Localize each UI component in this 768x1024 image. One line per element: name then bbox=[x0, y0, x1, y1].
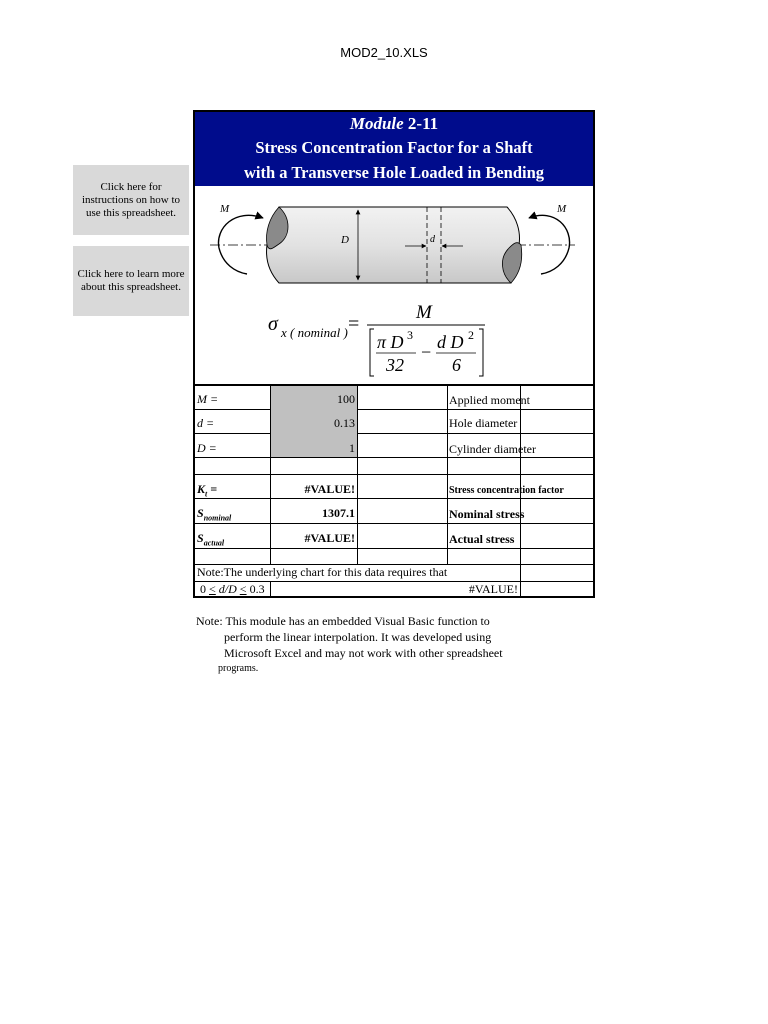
grid-line bbox=[195, 523, 593, 524]
grid-line bbox=[447, 386, 448, 564]
formula-exp3: 3 bbox=[407, 328, 413, 342]
s-actual-description: Actual stress bbox=[449, 532, 515, 546]
file-title: MOD2_10.XLS bbox=[340, 45, 428, 60]
hole-diameter-label: d = bbox=[197, 416, 215, 430]
module-sheet bbox=[193, 110, 595, 598]
formula-den32: 32 bbox=[386, 355, 404, 375]
module-number: 2-11 bbox=[403, 114, 439, 133]
formula-minus: − bbox=[421, 342, 432, 362]
vba-note bbox=[196, 613, 503, 677]
moment-label-right: M bbox=[557, 203, 567, 215]
formula-d-d: d D bbox=[437, 332, 464, 352]
cylinder-diameter-label: D = bbox=[197, 441, 217, 455]
module-subtitle-2: with a Transverse Hole Loaded in Bending bbox=[243, 163, 545, 182]
formula-equals: = bbox=[348, 313, 360, 335]
module-title bbox=[195, 114, 593, 134]
s-nominal-description: Nominal stress bbox=[449, 507, 525, 521]
module-header bbox=[195, 112, 593, 186]
learn-more-button[interactable]: Click here to learn more about this spreadsheet. bbox=[73, 246, 189, 316]
module-word: Module bbox=[349, 114, 404, 133]
moment-input[interactable]: 100 bbox=[337, 392, 355, 406]
hole-diameter-description: Hole diameter bbox=[449, 416, 518, 430]
formula-den6: 6 bbox=[452, 355, 461, 375]
formula-subscript: x ( nominal ) bbox=[281, 325, 348, 340]
grid-line bbox=[357, 386, 358, 564]
vba-note-line-3: Microsoft Excel and may not work with other spreadsheet bbox=[224, 646, 503, 660]
s-nominal-label: $S_{nominal}$ bbox=[197, 506, 232, 523]
s-actual-value: #VALUE! bbox=[304, 531, 355, 545]
shaft-body bbox=[267, 207, 520, 283]
formula-sigma: σ bbox=[268, 313, 278, 335]
cylinder-diameter-description: Cylinder diameter bbox=[449, 442, 536, 456]
module-subtitle-1: Stress Concentration Factor for a Shaft bbox=[255, 138, 533, 157]
grid-line bbox=[195, 474, 593, 475]
nominal-stress-formula bbox=[268, 302, 485, 376]
s-nominal-value: 1307.1 bbox=[322, 506, 355, 520]
vba-note-line-2: perform the linear interpolation. It was developed using bbox=[224, 630, 492, 644]
moment-label: M = bbox=[197, 392, 219, 406]
instructions-button[interactable]: Click here for instructions on how to use this spreadsheet. bbox=[73, 165, 189, 235]
shaft-diagram bbox=[195, 188, 593, 384]
grid-line bbox=[195, 457, 593, 458]
grid-line bbox=[195, 433, 593, 434]
vba-note-line-4: programs. bbox=[218, 663, 259, 674]
D-label: D bbox=[341, 234, 349, 246]
moment-label-left: M bbox=[220, 203, 230, 215]
kt-value: #VALUE! bbox=[304, 482, 355, 496]
kt-description: Stress concentration factor bbox=[449, 485, 564, 496]
formula-bracket-left bbox=[370, 329, 374, 376]
d-label: d bbox=[430, 234, 435, 245]
formula-numerator: M bbox=[416, 302, 432, 323]
table-top-border bbox=[195, 384, 593, 386]
grid-line bbox=[195, 498, 593, 499]
formula-exp2: 2 bbox=[468, 328, 474, 342]
hole-diameter-input[interactable]: 0.13 bbox=[334, 416, 355, 430]
s-actual-label: $S_{actual}$ bbox=[197, 531, 225, 548]
range-check-value: #VALUE! bbox=[468, 582, 518, 596]
grid-line bbox=[195, 548, 593, 549]
vba-note-line-1: Note: This module has an embedded Visual Basic function to bbox=[196, 614, 490, 628]
moment-arrow-left bbox=[218, 215, 263, 274]
grid-line bbox=[195, 409, 593, 410]
cylinder-diameter-input[interactable]: 1 bbox=[349, 441, 355, 455]
formula-pi-d: π D bbox=[377, 332, 404, 352]
chart-range-note: Note:The underlying chart for this data requires that bbox=[197, 565, 448, 579]
formula-bracket-right bbox=[479, 329, 483, 376]
kt-label: $K_t$ = bbox=[197, 482, 218, 499]
moment-description: Applied moment bbox=[449, 393, 530, 407]
valid-range: 0 < d/D < 0.3 bbox=[200, 582, 265, 596]
grid-line bbox=[270, 581, 271, 598]
